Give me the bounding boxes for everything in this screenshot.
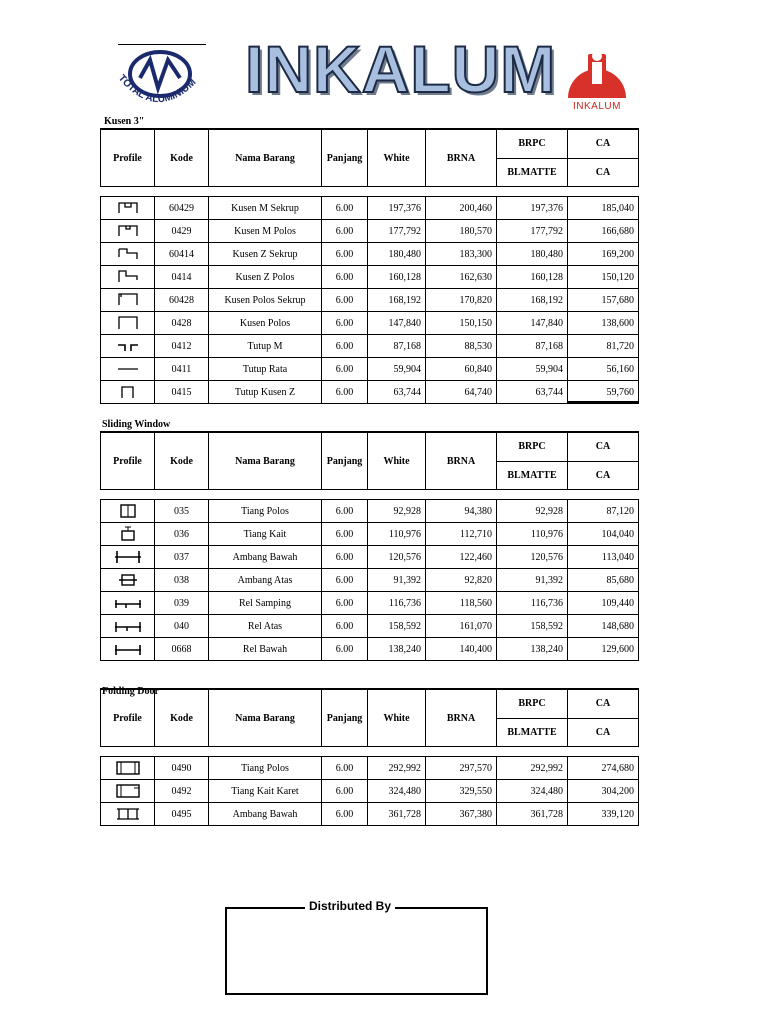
profile-cell	[101, 197, 155, 220]
panjang-cell: 6.00	[322, 358, 368, 381]
kode-cell: 038	[155, 569, 209, 592]
ca-price-cell: 138,600	[568, 312, 639, 335]
rel-bawah-profile-icon	[114, 640, 142, 658]
nama-barang-cell: Tiang Polos	[209, 757, 322, 780]
col-header-white: White	[368, 689, 426, 747]
rel-samping-profile-icon	[114, 594, 142, 612]
white-price-cell: 87,168	[368, 335, 426, 358]
white-price-cell: 292,992	[368, 757, 426, 780]
panjang-cell: 6.00	[322, 289, 368, 312]
white-price-cell: 160,128	[368, 266, 426, 289]
col-header-white: White	[368, 129, 426, 187]
profile-cell	[101, 266, 155, 289]
col-header-nama-barang: Nama Barang	[209, 689, 322, 747]
col-header-brna: BRNA	[426, 129, 497, 187]
blmatte-price-cell: 59,904	[497, 358, 568, 381]
table-row	[101, 289, 639, 312]
section-title-kusen: Kusen 3"	[104, 116, 145, 127]
profile-cell	[101, 312, 155, 335]
col-header-ca-2: CA	[568, 461, 639, 490]
ca-price-cell: 157,680	[568, 289, 639, 312]
kode-cell: 60428	[155, 289, 209, 312]
brna-price-cell: 161,070	[426, 615, 497, 638]
nama-barang-cell: Tiang Kait Karet	[209, 780, 322, 803]
brna-price-cell: 112,710	[426, 523, 497, 546]
col-header-blmatte: BLMATTE	[497, 158, 568, 187]
ca-price-cell: 87,120	[568, 500, 639, 523]
brna-price-cell: 367,380	[426, 803, 497, 826]
kode-cell: 0490	[155, 757, 209, 780]
panjang-cell: 6.00	[322, 569, 368, 592]
col-header-kode: Kode	[155, 689, 209, 747]
profile-cell	[101, 569, 155, 592]
blmatte-price-cell: 110,976	[497, 523, 568, 546]
col-header-ca: CA	[568, 432, 639, 461]
nama-barang-cell: Tiang Polos	[209, 500, 322, 523]
nama-barang-cell: Tutup Kusen Z	[209, 381, 322, 404]
ca-price-cell: 81,720	[568, 335, 639, 358]
blmatte-price-cell: 138,240	[497, 638, 568, 661]
section-title-sliding-window: Sliding Window	[102, 419, 171, 430]
col-header-panjang: Panjang	[322, 129, 368, 187]
ca-price-cell: 104,040	[568, 523, 639, 546]
white-price-cell: 147,840	[368, 312, 426, 335]
table-row	[101, 615, 639, 638]
brna-price-cell: 183,300	[426, 243, 497, 266]
blmatte-price-cell: 147,840	[497, 312, 568, 335]
table-row	[101, 780, 639, 803]
brna-price-cell: 92,820	[426, 569, 497, 592]
white-price-cell: 324,480	[368, 780, 426, 803]
white-price-cell: 177,792	[368, 220, 426, 243]
col-header-kode: Kode	[155, 129, 209, 187]
profile-cell	[101, 500, 155, 523]
nama-barang-cell: Tutup M	[209, 335, 322, 358]
rel-atas-profile-icon	[114, 617, 142, 635]
kode-cell: 0411	[155, 358, 209, 381]
col-header-ca-2: CA	[568, 718, 639, 747]
kode-cell: 0428	[155, 312, 209, 335]
profile-cell	[101, 381, 155, 404]
table-row	[101, 335, 639, 358]
profile-cell	[101, 803, 155, 826]
kode-cell: 0495	[155, 803, 209, 826]
nama-barang-cell: Rel Bawah	[209, 638, 322, 661]
profile-cell	[101, 615, 155, 638]
blmatte-price-cell: 120,576	[497, 546, 568, 569]
kusen-z-sekrup-profile-icon	[117, 245, 139, 263]
profile-cell	[101, 243, 155, 266]
panjang-cell: 6.00	[322, 638, 368, 661]
panjang-cell: 6.00	[322, 523, 368, 546]
distributed-by-label: Distributed By	[305, 899, 395, 913]
panjang-cell: 6.00	[322, 220, 368, 243]
white-price-cell: 63,744	[368, 381, 426, 404]
kode-cell: 0492	[155, 780, 209, 803]
brna-price-cell: 329,550	[426, 780, 497, 803]
kode-cell: 0414	[155, 266, 209, 289]
ca-price-cell: 169,200	[568, 243, 639, 266]
brna-price-cell: 162,630	[426, 266, 497, 289]
col-header-blmatte: BLMATTE	[497, 461, 568, 490]
table-row	[101, 266, 639, 289]
white-price-cell: 116,736	[368, 592, 426, 615]
kode-cell: 0668	[155, 638, 209, 661]
brna-price-cell: 60,840	[426, 358, 497, 381]
ca-price-cell: 148,680	[568, 615, 639, 638]
blmatte-price-cell: 160,128	[497, 266, 568, 289]
white-price-cell: 110,976	[368, 523, 426, 546]
nama-barang-cell: Ambang Bawah	[209, 546, 322, 569]
col-header-profile: Profile	[101, 432, 155, 490]
table-row	[101, 358, 639, 381]
table-row	[101, 569, 639, 592]
kusen-polos-sekrup-profile-icon	[117, 291, 139, 309]
kode-cell: 0429	[155, 220, 209, 243]
table-row	[101, 381, 639, 404]
panjang-cell: 6.00	[322, 312, 368, 335]
table-row	[101, 638, 639, 661]
ca-price-cell: 85,680	[568, 569, 639, 592]
ca-price-cell: 304,200	[568, 780, 639, 803]
panjang-cell: 6.00	[322, 780, 368, 803]
price-table-sliding-window	[100, 431, 639, 661]
ambang-bawah-door-profile-icon	[114, 805, 142, 823]
kode-cell: 040	[155, 615, 209, 638]
ca-price-cell: 150,120	[568, 266, 639, 289]
nama-barang-cell: Ambang Atas	[209, 569, 322, 592]
col-header-white: White	[368, 432, 426, 490]
profile-cell	[101, 358, 155, 381]
blmatte-price-cell: 91,392	[497, 569, 568, 592]
tutup-rata-profile-icon	[117, 360, 139, 378]
table-row	[101, 243, 639, 266]
brna-price-cell: 180,570	[426, 220, 497, 243]
blmatte-price-cell: 292,992	[497, 757, 568, 780]
col-header-brpc: BRPC	[497, 689, 568, 718]
table-row	[101, 803, 639, 826]
profile-cell	[101, 638, 155, 661]
white-price-cell: 138,240	[368, 638, 426, 661]
brna-price-cell: 88,530	[426, 335, 497, 358]
tiang-kait-profile-icon	[117, 525, 139, 543]
tutup-kusen-z-profile-icon	[117, 383, 139, 401]
right-logo-text: INKALUM	[573, 101, 621, 112]
col-header-brna: BRNA	[426, 689, 497, 747]
brna-price-cell: 94,380	[426, 500, 497, 523]
kode-cell: 0412	[155, 335, 209, 358]
tiang-polos-profile-icon	[117, 502, 139, 520]
nama-barang-cell: Tiang Kait	[209, 523, 322, 546]
total-aluminium-logo	[104, 44, 208, 116]
blmatte-price-cell: 92,928	[497, 500, 568, 523]
ambang-atas-profile-icon	[117, 571, 139, 589]
col-header-nama-barang: Nama Barang	[209, 432, 322, 490]
blmatte-price-cell: 63,744	[497, 381, 568, 404]
blmatte-price-cell: 168,192	[497, 289, 568, 312]
nama-barang-cell: Kusen Polos	[209, 312, 322, 335]
profile-cell	[101, 335, 155, 358]
brand-title: INKALUM	[245, 32, 557, 106]
col-header-brpc: BRPC	[497, 432, 568, 461]
section-title-folding-door: Folding Door	[102, 686, 159, 697]
ambang-bawah-profile-icon	[114, 548, 142, 566]
kode-cell: 039	[155, 592, 209, 615]
tutup-m-profile-icon	[117, 337, 139, 355]
blmatte-price-cell: 116,736	[497, 592, 568, 615]
brna-price-cell: 297,570	[426, 757, 497, 780]
kode-cell: 60414	[155, 243, 209, 266]
panjang-cell: 6.00	[322, 757, 368, 780]
table-row	[101, 500, 639, 523]
profile-cell	[101, 592, 155, 615]
table-row	[101, 220, 639, 243]
ca-price-cell: 113,040	[568, 546, 639, 569]
ca-price-cell: 185,040	[568, 197, 639, 220]
white-price-cell: 361,728	[368, 803, 426, 826]
nama-barang-cell: Ambang Bawah	[209, 803, 322, 826]
table-row	[101, 546, 639, 569]
nama-barang-cell: Tutup Rata	[209, 358, 322, 381]
col-header-ca-2: CA	[568, 158, 639, 187]
ca-price-cell: 339,120	[568, 803, 639, 826]
col-header-profile: Profile	[101, 129, 155, 187]
ca-price-cell: 59,760	[568, 381, 639, 404]
ca-price-cell: 129,600	[568, 638, 639, 661]
white-price-cell: 197,376	[368, 197, 426, 220]
panjang-cell: 6.00	[322, 592, 368, 615]
panjang-cell: 6.00	[322, 615, 368, 638]
ca-price-cell: 274,680	[568, 757, 639, 780]
spacer-row	[101, 747, 639, 757]
brna-price-cell: 118,560	[426, 592, 497, 615]
table-row	[101, 197, 639, 220]
kode-cell: 037	[155, 546, 209, 569]
kode-cell: 035	[155, 500, 209, 523]
kusen-z-polos-profile-icon	[117, 268, 139, 286]
white-price-cell: 158,592	[368, 615, 426, 638]
brna-price-cell: 64,740	[426, 381, 497, 404]
blmatte-price-cell: 197,376	[497, 197, 568, 220]
table-row	[101, 312, 639, 335]
col-header-blmatte: BLMATTE	[497, 718, 568, 747]
col-header-profile: Profile	[101, 689, 155, 747]
col-header-brpc: BRPC	[497, 129, 568, 158]
spacer-row	[101, 490, 639, 500]
brna-price-cell: 200,460	[426, 197, 497, 220]
kusen-m-polos-profile-icon	[117, 222, 139, 240]
panjang-cell: 6.00	[322, 803, 368, 826]
kusen-polos-profile-icon	[117, 314, 139, 332]
table-row	[101, 757, 639, 780]
price-table-kusen	[100, 128, 639, 404]
kode-cell: 60429	[155, 197, 209, 220]
nama-barang-cell: Kusen Z Polos	[209, 266, 322, 289]
profile-cell	[101, 523, 155, 546]
panjang-cell: 6.00	[322, 335, 368, 358]
panjang-cell: 6.00	[322, 500, 368, 523]
table-row	[101, 523, 639, 546]
blmatte-price-cell: 177,792	[497, 220, 568, 243]
table-row	[101, 592, 639, 615]
left-logo-text: TOTAL ALUMINIUM	[115, 72, 199, 106]
blmatte-price-cell: 180,480	[497, 243, 568, 266]
nama-barang-cell: Rel Atas	[209, 615, 322, 638]
brna-price-cell: 140,400	[426, 638, 497, 661]
blmatte-price-cell: 324,480	[497, 780, 568, 803]
col-header-ca: CA	[568, 689, 639, 718]
blmatte-price-cell: 158,592	[497, 615, 568, 638]
tiang-kait-karet-profile-icon	[114, 782, 142, 800]
col-header-ca: CA	[568, 129, 639, 158]
distributor-box	[225, 907, 488, 995]
nama-barang-cell: Kusen Polos Sekrup	[209, 289, 322, 312]
tiang-polos-door-profile-icon	[114, 759, 142, 777]
white-price-cell: 59,904	[368, 358, 426, 381]
kode-cell: 036	[155, 523, 209, 546]
profile-cell	[101, 220, 155, 243]
price-table-folding-door	[100, 688, 639, 826]
col-header-panjang: Panjang	[322, 689, 368, 747]
brna-price-cell: 122,460	[426, 546, 497, 569]
ca-price-cell: 166,680	[568, 220, 639, 243]
brna-price-cell: 150,150	[426, 312, 497, 335]
kusen-m-sekrup-profile-icon	[117, 199, 139, 217]
col-header-panjang: Panjang	[322, 432, 368, 490]
ca-price-cell: 109,440	[568, 592, 639, 615]
nama-barang-cell: Kusen Z Sekrup	[209, 243, 322, 266]
nama-barang-cell: Kusen M Sekrup	[209, 197, 322, 220]
panjang-cell: 6.00	[322, 243, 368, 266]
panjang-cell: 6.00	[322, 381, 368, 404]
col-header-nama-barang: Nama Barang	[209, 129, 322, 187]
white-price-cell: 91,392	[368, 569, 426, 592]
panjang-cell: 6.00	[322, 546, 368, 569]
panjang-cell: 6.00	[322, 197, 368, 220]
white-price-cell: 180,480	[368, 243, 426, 266]
profile-cell	[101, 757, 155, 780]
white-price-cell: 92,928	[368, 500, 426, 523]
profile-cell	[101, 546, 155, 569]
panjang-cell: 6.00	[322, 266, 368, 289]
col-header-kode: Kode	[155, 432, 209, 490]
blmatte-price-cell: 361,728	[497, 803, 568, 826]
profile-cell	[101, 780, 155, 803]
inkalum-logo	[560, 48, 634, 116]
white-price-cell: 168,192	[368, 289, 426, 312]
nama-barang-cell: Rel Samping	[209, 592, 322, 615]
col-header-brna: BRNA	[426, 432, 497, 490]
nama-barang-cell: Kusen M Polos	[209, 220, 322, 243]
spacer-row	[101, 187, 639, 197]
brna-price-cell: 170,820	[426, 289, 497, 312]
profile-cell	[101, 289, 155, 312]
ca-price-cell: 56,160	[568, 358, 639, 381]
blmatte-price-cell: 87,168	[497, 335, 568, 358]
kode-cell: 0415	[155, 381, 209, 404]
ca-column-rule	[567, 401, 638, 403]
white-price-cell: 120,576	[368, 546, 426, 569]
